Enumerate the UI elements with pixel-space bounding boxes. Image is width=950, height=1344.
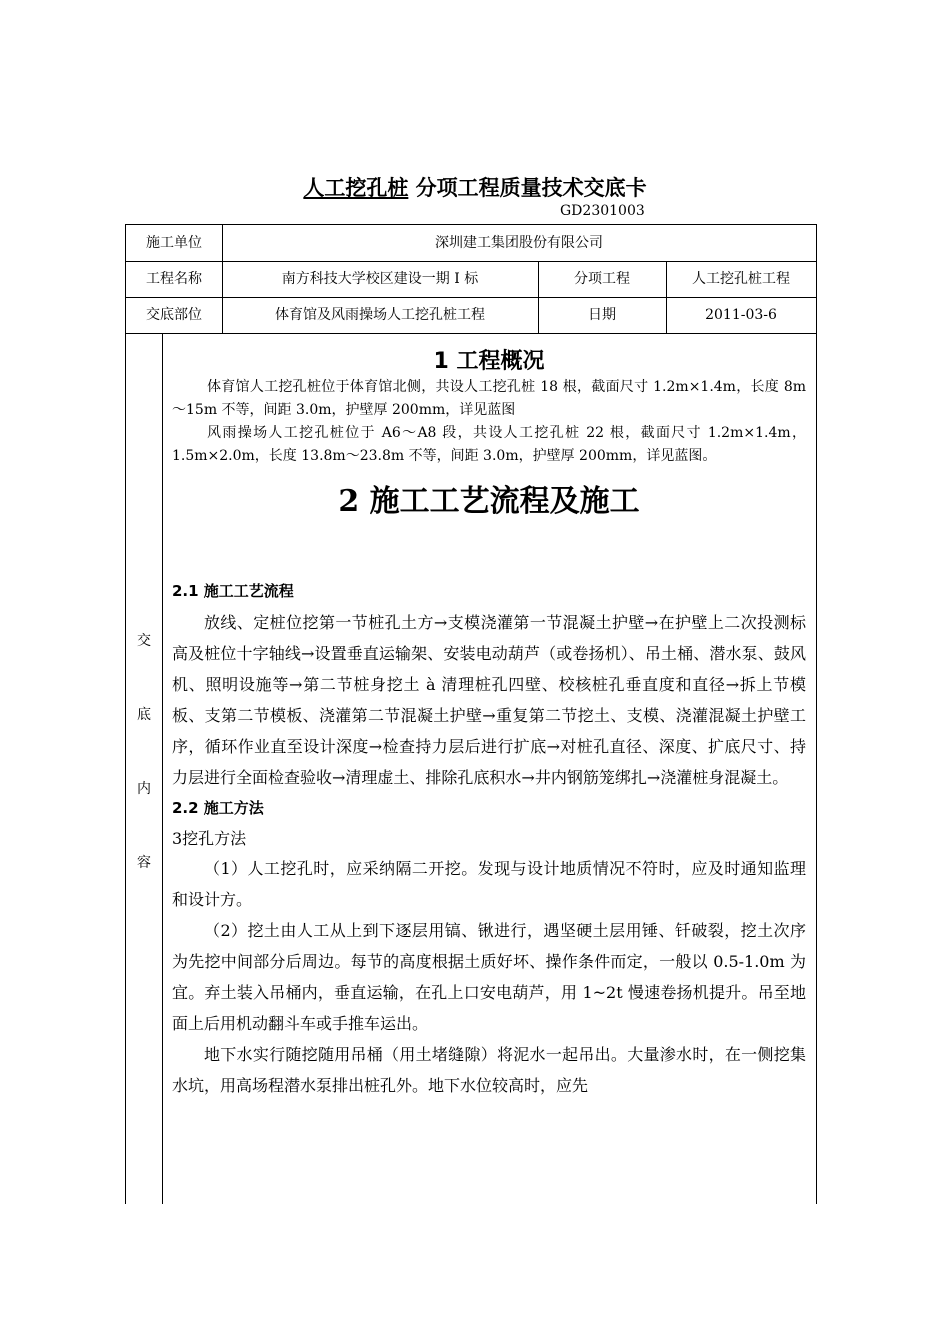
side-char: 交: [137, 633, 151, 649]
project-label: 工程名称: [146, 271, 202, 287]
title-rest: 分项工程质量技术交底卡: [415, 176, 647, 200]
location-label: 交底部位: [146, 307, 202, 323]
side-char: 容: [137, 855, 151, 871]
title-underlined-part: 人工挖孔桩: [303, 176, 409, 200]
method-paragraph-2: （2）挖土由人工从上到下逐层用镐、锹进行，遇坚硬土层用锤、钎破裂，挖土次序为先挖中间部分后周边。每节的高度根据土质好坏、操作条件而定，一般以 0.5-1.0m 为宜。弃土装入吊桶内，垂直运输，在孔上口安电葫芦，用 1~2t 慢速卷扬机提升。吊至地面上后用机动翻斗车或手推车运出。: [172, 921, 806, 1033]
subitem-value: 人工挖孔桩工程: [692, 271, 790, 287]
process-flow-paragraph: 放线、定桩位挖第一节桩孔土方→支模浇灌第一节混凝土护壁→在护壁上二次投测标高及桩位十字轴线→设置垂直运输架、安装电动葫芦（或卷扬机）、吊土桶、潜水泵、鼓风机、照明设施等→第二节桩身挖土 à 清理桩孔四壁、校核桩孔垂直度和直径→拆上节模板、支第二节模板、浇灌第二节混凝土护壁→重复第二节挖土、支模、浇灌混凝土护壁工序，循环作业直至设计深度→检查持力层后进行扩底→对桩孔直径、深度、扩底尺寸、持力层进行全面检查验收→清理虚土、排除孔底积水→井内钢筋笼绑扎→浇灌桩身混凝土。: [172, 613, 806, 787]
disclosure-table: [125, 224, 817, 1204]
project-value: 南方科技大学校区建设一期 I 标: [281, 271, 479, 287]
section-2-heading: 2 施工工艺流程及施工: [338, 484, 640, 519]
location-value: 体育馆及风雨操场人工挖孔桩工程: [275, 307, 485, 323]
section-1-paragraph-1: 体育馆人工挖孔桩位于体育馆北侧，共设人工挖孔桩 18 根，截面尺寸 1.2m×1.4m，长度 8m～15m 不等，间距 3.0m，护壁厚 200mm，详见蓝图: [172, 379, 806, 418]
section-1-heading: 1 工程概况: [433, 349, 545, 374]
unit-value: 深圳建工集团股份有限公司: [435, 235, 603, 251]
date-value: 2011-03-6: [705, 307, 777, 323]
unit-label: 施工单位: [146, 235, 202, 251]
row-unit: [126, 225, 816, 262]
row-project: [126, 261, 816, 298]
side-label-column: [126, 334, 163, 1204]
section-1-paragraph-2: 风雨操场人工挖孔桩位于 A6～A8 段，共设人工挖孔桩 22 根，截面尺寸 1.2m×1.4m，1.5m×2.0m，长度 13.8m～23.8m 不等，间距 3.0m，护壁厚 200mm，详见蓝图。: [172, 425, 806, 464]
disclosure-content: [172, 334, 806, 1101]
side-char: 底: [137, 707, 151, 723]
subsection-2-1-heading: 2.1 施工工艺流程: [172, 582, 294, 600]
row-location: [126, 297, 816, 334]
side-char: 内: [137, 781, 151, 797]
subitem-label: 分项工程: [574, 271, 630, 287]
document-code: GD2301003: [560, 203, 645, 219]
method-paragraph-1: （1）人工挖孔时，应采纳隔二开挖。发现与设计地质情况不符时，应及时通知监理和设计方。: [172, 859, 806, 909]
document-title: [0, 172, 950, 202]
excavation-method-heading: 3挖孔方法: [172, 829, 247, 848]
groundwater-paragraph: 地下水实行随挖随用吊桶（用土堵缝隙）将泥水一起吊出。大量渗水时，在一侧挖集水坑，用高场程潜水泵排出桩孔外。地下水位较高时，应先: [172, 1045, 806, 1095]
date-label: 日期: [588, 307, 616, 323]
subsection-2-2-heading: 2.2 施工方法: [172, 799, 264, 817]
